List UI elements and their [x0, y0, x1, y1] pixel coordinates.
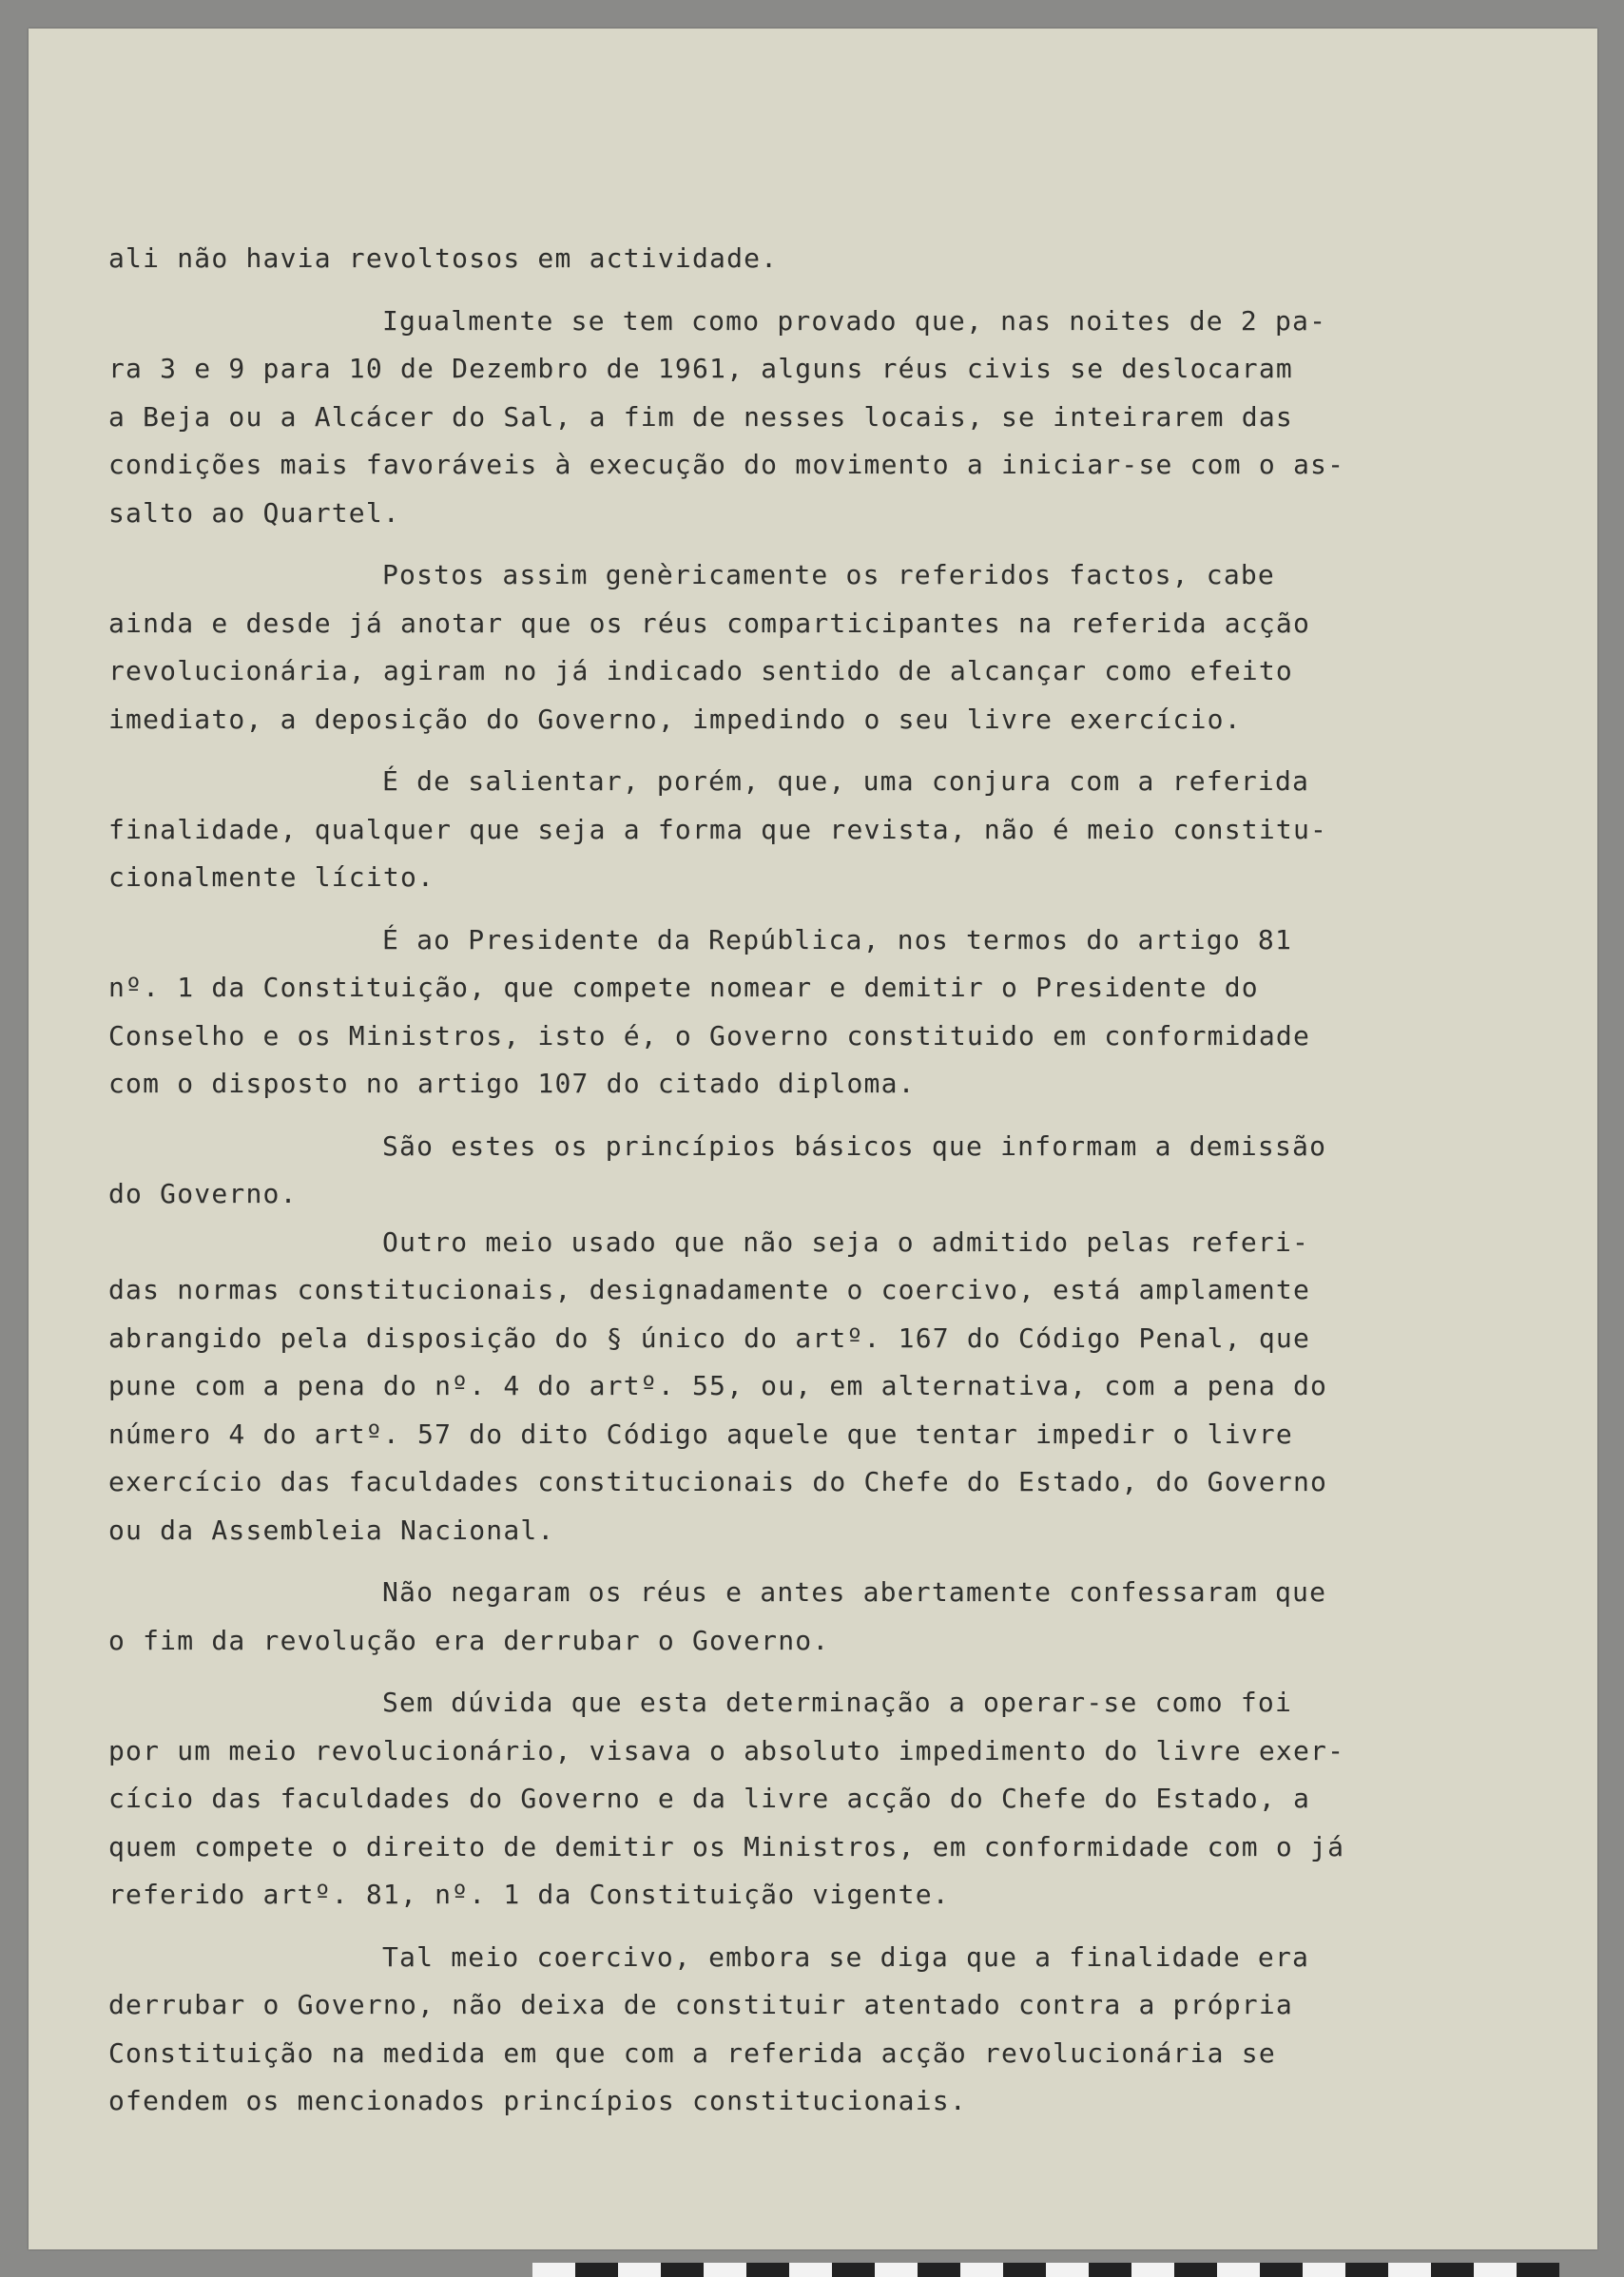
text-line: Postos assim genèricamente os referidos factos, cabe — [382, 559, 1275, 590]
text-line: quem compete o direito de demitir os Ministros, em conformidade com o já — [108, 1830, 1345, 1862]
text-line: cício das faculdades do Governo e da livre acção do Chefe do Estado, a — [108, 1783, 1311, 1814]
text-line: condições mais favoráveis à execução do movimento a iniciar-se com o as- — [108, 449, 1345, 480]
text-line: cionalmente lícito. — [108, 861, 435, 893]
text-line: ra 3 e 9 para 10 de Dezembro de 1961, alguns réus civis se deslocaram — [108, 353, 1293, 384]
text-line: Sem dúvida que esta determinação a operar-se como foi — [382, 1687, 1293, 1718]
text-line: abrangido pela disposição do § único do artº. 167 do Código Penal, que — [108, 1322, 1311, 1354]
text-line: a Beja ou a Alcácer do Sal, a fim de nesses locais, se inteirarem das — [108, 400, 1293, 433]
text-line: ali não havia revoltosos em actividade. — [108, 242, 779, 274]
text-line: número 4 do artº. 57 do dito Código aquele que tentar impedir o livre — [108, 1418, 1293, 1450]
text-line: nº. 1 da Constituição, que compete nomear e demitir o Presidente do — [108, 972, 1259, 1003]
text-line: São estes os princípios básicos que informam a demissão — [382, 1129, 1327, 1162]
text-line: ofendem os mencionados princípios constitucionais. — [108, 2085, 967, 2116]
text-line: salto ao Quartel. — [108, 496, 400, 529]
text-line: ainda e desde já anotar que os réus comparticipantes na referida acção — [108, 607, 1311, 639]
text-line: revolucionária, agiram no já indicado sentido de alcançar como efeito — [108, 655, 1293, 686]
text-line: Igualmente se tem como provado que, nas noites de 2 pa- — [382, 304, 1327, 337]
document-body — [108, 235, 1379, 2126]
text-line: exercício das faculdades constitucionais do Chefe do Estado, do Governo — [108, 1466, 1328, 1497]
text-line: derrubar o Governo, não deixa de constituir atentado contra a própria — [108, 1989, 1293, 2020]
typed-page — [29, 29, 1597, 2249]
text-line: o fim da revolução era derrubar o Governo. — [108, 1624, 830, 1656]
color-scale-bar — [532, 2263, 1559, 2277]
text-line: pune com a pena do nº. 4 do artº. 55, ou, em alternativa, com a pena do — [108, 1370, 1328, 1401]
text-line: Não negaram os réus e antes abertamente confessaram que — [382, 1576, 1327, 1608]
text-line: Constituição na medida em que com a referida acção revolucionária se — [108, 2036, 1276, 2069]
text-line: Conselho e os Ministros, isto é, o Governo constituido em conformidade — [108, 1019, 1311, 1052]
text-line: com o disposto no artigo 107 do citado diploma. — [108, 1068, 916, 1099]
text-line: das normas constitucionais, designadamente o coercivo, está amplamente — [108, 1274, 1311, 1305]
text-line: Outro meio usado que não seja o admitido pelas referi- — [382, 1225, 1310, 1258]
text-line: imediato, a deposição do Governo, impedindo o seu livre exercício. — [108, 703, 1242, 735]
text-line: do Governo. — [108, 1178, 298, 1209]
text-line: referido artº. 81, nº. 1 da Constituição vigente. — [108, 1879, 950, 1910]
text-line: Tal meio coercivo, embora se diga que a finalidade era — [382, 1940, 1310, 1973]
text-line: finalidade, qualquer que seja a forma que revista, não é meio constitu- — [108, 813, 1328, 845]
text-line: É de salientar, porém, que, uma conjura com a referida — [382, 765, 1310, 797]
text-line: ou da Assembleia Nacional. — [108, 1514, 555, 1546]
text-line: por um meio revolucionário, visava o absoluto impedimento do livre exer- — [108, 1734, 1345, 1766]
text-line: É ao Presidente da República, nos termos do artigo 81 — [382, 923, 1293, 955]
